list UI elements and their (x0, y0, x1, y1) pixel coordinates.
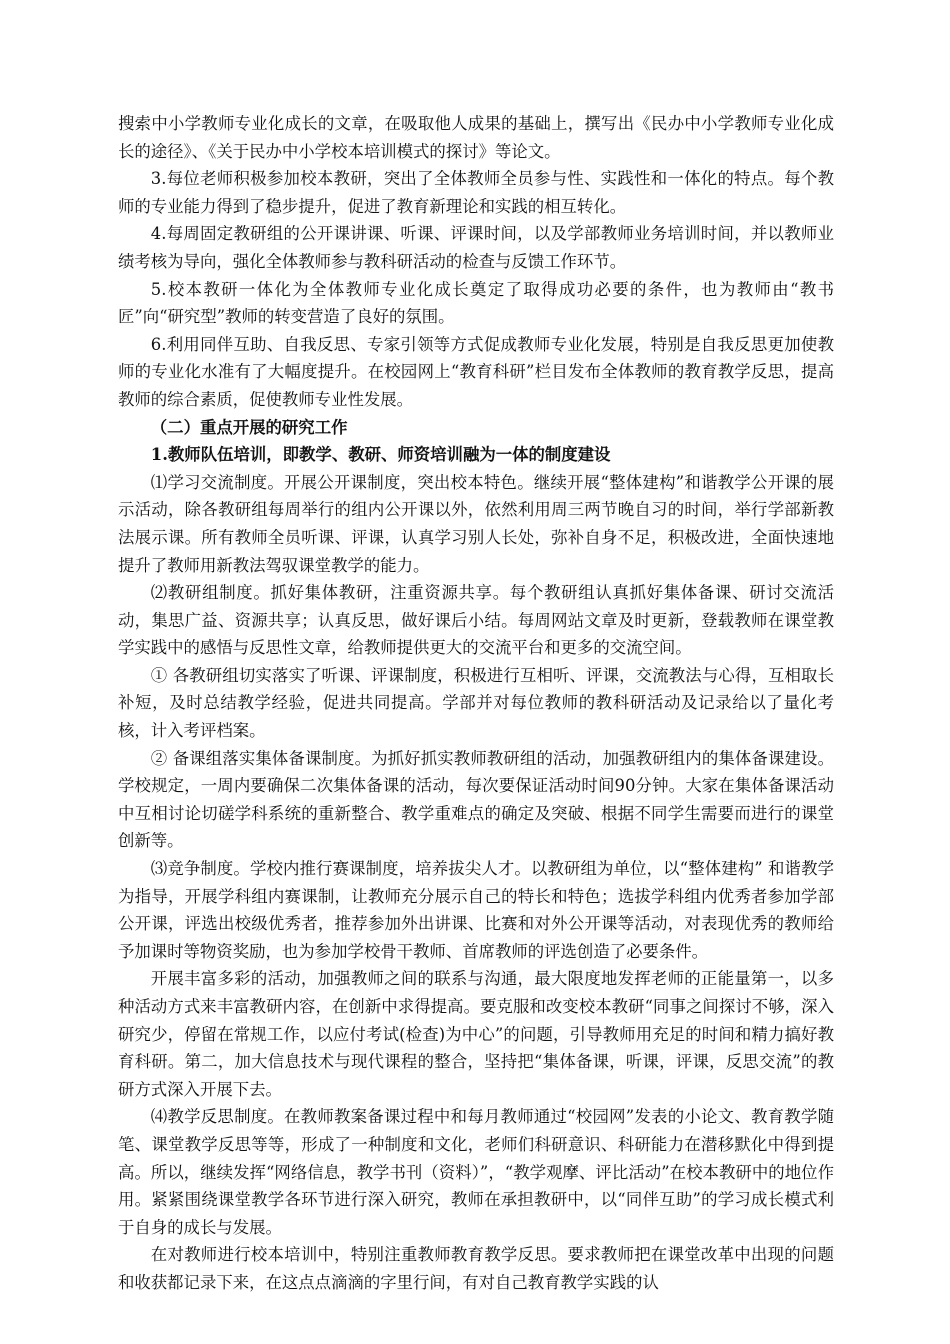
paragraph-item-3: 3.每位老师积极参加校本教研，突出了全体教师全员参与性、实践性和一体化的特点。每个教师的专业能力得到了稳步提升，促进了教育新理论和实践的相互转化。 (118, 169, 834, 216)
document-page (118, 110, 834, 1297)
paragraph-item-6: 6.利用同伴互助、自我反思、专家引领等方式促成教师专业化发展，特别是自我反思更加使教师的专业化水准有了大幅度提升。在校园网上“教育科研”栏目发布全体教师的教育教学反思，提高教师的综合素质，促使教师专业性发展。 (118, 334, 834, 409)
paragraph-competition: ⑶竞争制度。学校内推行赛课制度，培养拔尖人才。以教研组为单位，以“整体建构” 和谐教学为指导，开展学科组内赛课制，让教师充分展示自己的特长和特色；选拔学科组内优秀者参加学部公开课，评选出校级优秀者，推荐参加外出讲课、比赛和对外公开课等活动，对表现优秀的教师给予加课时等物资奖励，也为参加学校骨干教师、首席教师的评选创造了必要条件。 (118, 859, 834, 961)
paragraph-continued-intro: 搜索中小学教师专业化成长的文章，在吸取他人成果的基础上，撰写出《民办中小学教师专业化成长的途径》、《关于民办中小学校本培训模式的探讨》等论文。 (118, 114, 834, 161)
paragraph-study-exchange: ⑴学习交流制度。开展公开课制度，突出校本特色。继续开展“整体建构”和谐教学公开课的展示活动，除各教研组每周举行的组内公开课以外，依然利用周三两节晚自习的时间，举行学部新教法展示课。所有教师全员听课、评课，认真学习别人长处，弥补自身不足，积极改进，全面快速地提升了教师用新教法驾驭课堂教学的能力。 (118, 472, 834, 575)
paragraph-reflection: ⑷教学反思制度。在教师教案备课过程中和每月教师通过“校园网”发表的小论文、教育教学随笔、课堂教学反思等等，形成了一种制度和文化，老师们科研意识、科研能力在潜移默化中得到提高。所以，继续发挥“网络信息，教学书刊（资料）”，“教学观摩、评比活动”在校本教研中的地位作用。紧紧围绕课堂教学各环节进行深入研究，教师在承担教研中，以“同伴互助”的学习成长模式利于自身的成长与发展。 (118, 1107, 834, 1237)
paragraph-item-4: 4.每周固定教研组的公开课讲课、听课、评课时间，以及学部教师业务培训时间，并以教师业绩考核为导向，强化全体教师参与教科研活动的检查与反馈工作环节。 (118, 224, 834, 271)
paragraph-point-2: ② 备课组落实集体备课制度。为抓好抓实教师教研组的活动，加强教研组内的集体备课建设。学校规定，一周内要确保二次集体备课的活动，每次要保证活动时间90分钟。大家在集体备课活动中互相讨论切磋学科系统的重新整合、教学重难点的确定及突破、根据不同学生需要而进行的课堂创新等。 (118, 748, 834, 851)
subsection-heading: 1.教师队伍培训，即教学、教研、师资培训融为一体的制度建设 (150, 445, 611, 465)
paragraph-research-group: ⑵教研组制度。抓好集体教研，注重资源共享。每个教研组认真抓好集体备课、研讨交流活动，集思广益、资源共享；认真反思，做好课后小结。每周网站文章及时更新，登载教师在课堂教学实践中的感悟与反思性文章，给教师提供更大的交流平台和更多的交流空间。 (118, 583, 834, 658)
section-heading: （二）重点开展的研究工作 (150, 417, 348, 437)
paragraph-item-5: 5.校本教研一体化为全体教师专业化成长奠定了取得成功必要的条件，也为教师由“教书匠”向“研究型”教师的转变营造了良好的氛围。 (118, 279, 834, 327)
paragraph-activities: 开展丰富多彩的活动，加强教师之间的联系与沟通，最大限度地发挥老师的正能量第一，以多种活动方式来丰富教研内容，在创新中求得提高。要克服和改变校本教研“同事之间探讨不够，深入研究少，停留在常规工作，以应付考试(检查)为中心”的问题，引导教师用充足的时间和精力搞好教育科研。第二，加大信息技术与现代课程的整合，坚持把“集体备课，听课，评课，反思交流”的教研方式深入开展下去。 (118, 969, 834, 1099)
paragraph-point-1: ① 各教研组切实落实了听课、评课制度，积极进行互相听、评课，交流教法与心得，互相取长补短，及时总结教学经验，促进共同提高。学部并对每位教师的教科研活动及记录给以了量化考核，计入考评档案。 (118, 665, 834, 741)
paragraph-training: 在对教师进行校本培训中，特别注重教师教育教学反思。要求教师把在课堂改革中出现的问题和收获都记录下来，在这点点滴滴的字里行间，有对自己教育教学实践的认 (118, 1245, 834, 1292)
